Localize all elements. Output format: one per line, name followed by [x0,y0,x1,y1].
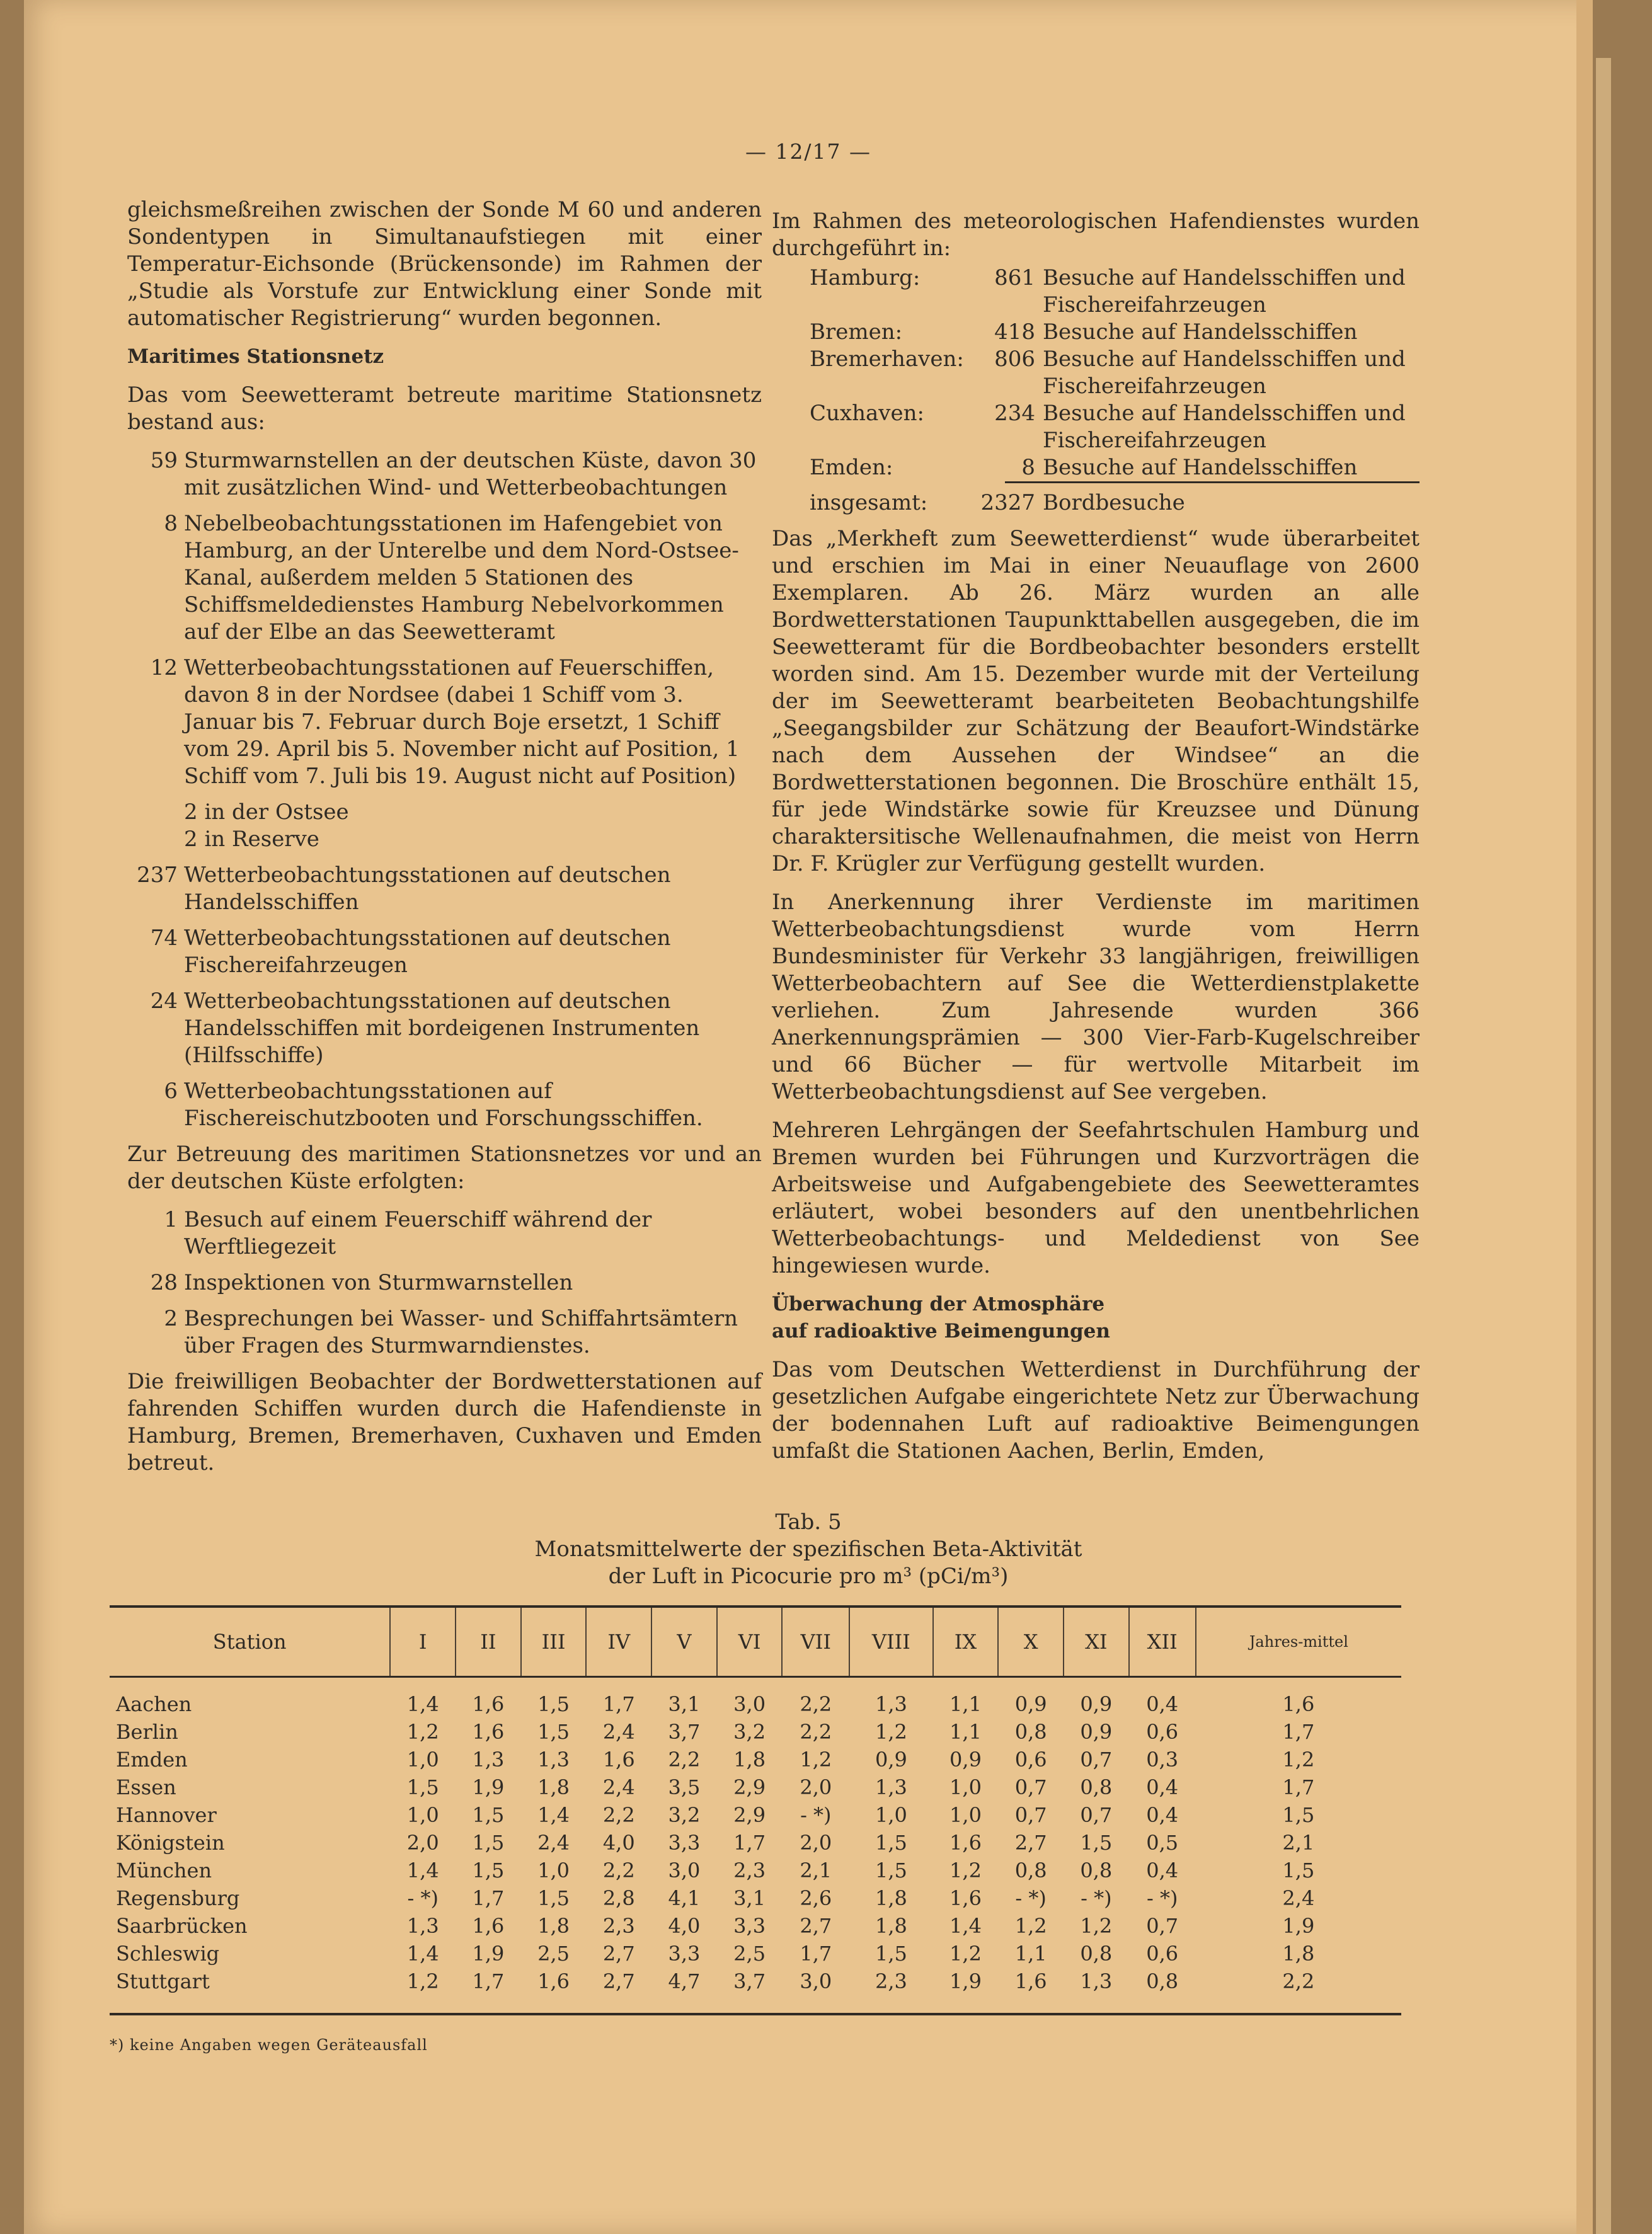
visit-count: 418 [994,319,1035,345]
value-cell: 1,7 [602,1692,635,1716]
value-cell: 1,5 [406,1775,439,1799]
list-item-text: Inspektionen von Sturmwarnstellen [184,1270,573,1295]
station-name-cell: Stuttgart [116,1969,210,1993]
value-cell: 1,5 [1282,1803,1315,1827]
intro-paragraph: gleichsmeßreihen zwischen der Sonde M 60 und anderen Sondentypen in Simultanaufstiegen mit einer Temperatur-Eichsonde (Brückensonde) im Rahmen der „Studie als Vorstufe zur Entwicklung einer Sonde mit automatischer Registrierung“ wurden begonnen. [127,197,762,331]
table-caption [24,1509,1593,1590]
value-cell: 1,8 [537,1775,570,1799]
list-item [127,862,762,916]
value-cell: 0,6 [1146,1720,1179,1744]
value-cell: 3,2 [733,1720,766,1744]
value-cell: 3,0 [733,1692,766,1716]
list-item-number: 12 [150,655,178,680]
visit-place: Bremerhaven: [810,347,964,372]
page-edge [1596,58,1611,2234]
value-cell: 0,3 [1146,1748,1179,1772]
station-list [127,862,762,1132]
value-cell: 1,5 [1080,1831,1113,1855]
value-cell: 3,3 [733,1914,766,1938]
paragraph: In Anerkennung ihrer Verdienste im maritimen Wetterbeobachtungsdienst wurde vom Herrn Bundesminister für Verkehr 33 langjährigen, freiwilligen Wetterbeobachtern auf See die Wetterdienstplakette verliehen. Zum Jahresende wurden 366 Anerkennungsprämien — 300 Vier-Farb-Kugelschreiber und 66 Bücher — für wertvolle Mitarbeit im Wetterbeobachtungsdienst auf See vergeben. [772,890,1420,1104]
list-item-number: 74 [150,925,178,951]
value-cell: 0,9 [1014,1692,1047,1716]
column-header: VI [717,1607,783,1677]
value-cell: 0,8 [1080,1859,1113,1882]
table-row [110,1677,1401,1719]
value-cell: 1,3 [472,1748,505,1772]
list-item-text: Wetterbeobachtungsstationen auf deutschen Handelsschiffen [184,862,671,915]
value-cell: 0,8 [1080,1942,1113,1966]
value-cell: 2,3 [733,1859,766,1882]
table-label: Tab. 5 [775,1509,842,1535]
visit-text: Besuche auf Handelsschiffen und Fischereifahrzeugen [1043,401,1406,453]
value-cell: 2,6 [800,1886,832,1910]
paragraph: Das vom Deutschen Wetterdienst in Durchführung der gesetzlichen Aufgabe eingerichtete Netz zur Überwachung der bodennahen Luft auf radioaktive Beimengungen umfaßt die Stationen Aachen, Berlin, Emden, [772,1357,1420,1464]
list-item-number: 59 [150,448,178,473]
value-cell: 1,2 [800,1748,832,1772]
value-cell: 2,7 [1014,1831,1047,1855]
column-header: IX [933,1607,999,1677]
list-item-number: 24 [150,988,178,1014]
inspection-list [127,1206,762,1360]
table-title: Monatsmittelwerte der spezifischen Beta-Aktivität [534,1537,1082,1562]
value-cell: 4,0 [602,1831,635,1855]
value-cell: 1,1 [1014,1942,1047,1966]
value-cell: 1,2 [1282,1748,1315,1772]
value-cell: 1,7 [472,1969,505,1993]
value-cell: 1,6 [472,1914,505,1938]
sum-rule [1005,481,1420,490]
table-row [110,1801,1401,1829]
value-cell: 2,3 [875,1969,907,1993]
value-cell: 1,5 [472,1803,505,1827]
list-item [127,925,762,979]
list-item-text: Wetterbeobachtungsstationen auf deutschen Handelsschiffen mit bordeigenen Instrumenten (Hilfsschiffe) [184,988,700,1068]
station-name-cell: Schleswig [116,1942,220,1966]
value-cell: 1,6 [537,1969,570,1993]
value-cell: 1,5 [472,1859,505,1882]
value-cell: 2,8 [602,1886,635,1910]
list-item [127,988,762,1069]
value-cell: 2,7 [602,1969,635,1993]
value-cell: 3,1 [733,1886,766,1910]
value-cell: 1,6 [602,1748,635,1772]
value-cell: 1,5 [537,1886,570,1910]
value-cell: 3,7 [668,1720,701,1744]
list-item [127,447,762,501]
column-header: VII [782,1607,849,1677]
value-cell: - *) [800,1803,832,1827]
value-cell: 0,6 [1146,1942,1179,1966]
value-cell: 0,7 [1080,1748,1113,1772]
visit-text: Besuche auf Handelsschiffen und Fischereifahrzeugen [1043,347,1406,399]
value-cell: 1,5 [1282,1859,1315,1882]
value-cell: 2,2 [668,1748,701,1772]
value-cell: 0,9 [1080,1720,1113,1744]
station-name-cell: Regensburg [116,1886,240,1910]
table-row [110,1884,1401,1912]
visit-count: 861 [994,265,1035,290]
value-cell: 1,8 [537,1914,570,1938]
list-item [127,1269,762,1297]
value-cell: 1,2 [406,1969,439,1993]
value-cell: 1,3 [1080,1969,1113,1993]
value-cell: 3,0 [800,1969,832,1993]
column-header: V [651,1607,717,1677]
column-header: XI [1064,1607,1129,1677]
list-item-text: Besprechungen bei Wasser- und Schiffahrtsämtern über Fragen des Sturmwarndienstes. [184,1306,738,1358]
value-cell: 1,8 [875,1886,907,1910]
value-cell: 0,9 [875,1748,907,1772]
harbor-visits-list [810,265,1420,517]
value-cell: 1,3 [875,1775,907,1799]
value-cell: 1,6 [1282,1692,1315,1716]
value-cell: 0,7 [1080,1803,1113,1827]
table-header-row [110,1607,1401,1677]
value-cell: 1,9 [1282,1914,1315,1938]
value-cell: 1,5 [537,1692,570,1716]
value-cell: 0,6 [1014,1748,1047,1772]
value-cell: 2,4 [602,1720,635,1744]
value-cell: 0,7 [1014,1803,1047,1827]
value-cell: 0,8 [1080,1775,1113,1799]
value-cell: 1,5 [875,1942,907,1966]
value-cell: 2,2 [602,1803,635,1827]
value-cell: 2,3 [602,1914,635,1938]
value-cell: 1,0 [949,1775,982,1799]
station-name-cell: Saarbrücken [116,1914,248,1938]
value-cell: 2,4 [537,1831,570,1855]
value-cell: 1,5 [875,1831,907,1855]
value-cell: - *) [1081,1886,1112,1910]
value-cell: 3,0 [668,1859,701,1882]
value-cell: 1,6 [949,1886,982,1910]
value-cell: 1,4 [406,1942,439,1966]
value-cell: 2,2 [800,1692,832,1716]
value-cell: 1,7 [800,1942,832,1966]
value-cell: 1,7 [1282,1720,1315,1744]
visit-count: 806 [994,347,1035,372]
column-header: I [390,1607,456,1677]
list-subitem: 2 in Reserve [184,827,319,852]
visit-count: 234 [994,401,1035,426]
visit-place: Hamburg: [810,265,921,290]
list-item-text: Sturmwarnstellen an der deutschen Küste, davon 30 mit zusätzlichen Wind- und Wetterbeobachtungen [184,448,757,500]
list-item [127,1078,762,1132]
value-cell: 1,6 [472,1692,505,1716]
value-cell: 1,0 [875,1803,907,1827]
visit-total-label: insgesamt: [810,490,928,515]
value-cell: 3,3 [668,1942,701,1966]
value-cell: 1,2 [406,1720,439,1744]
left-column [127,197,762,1488]
value-cell: 0,8 [1014,1859,1047,1882]
value-cell: 0,4 [1146,1775,1179,1799]
value-cell: 1,2 [1014,1914,1047,1938]
value-cell: 1,2 [949,1859,982,1882]
list-item-number: 2 [164,1306,178,1331]
table-row [110,1968,1401,1995]
value-cell: 2,2 [800,1720,832,1744]
visit-text: Besuche auf Handelsschiffen [1043,319,1358,345]
beta-activity-table [110,1605,1401,1995]
value-cell: 1,2 [949,1942,982,1966]
table-bottom-rule [110,2013,1401,2015]
value-cell: 1,4 [406,1692,439,1716]
column-header: XII [1129,1607,1196,1677]
value-cell: 1,8 [733,1748,766,1772]
value-cell: 0,4 [1146,1803,1179,1827]
value-cell: 0,9 [949,1748,982,1772]
table-row [110,1857,1401,1884]
table-subtitle: der Luft in Picocurie pro m³ (pCi/m³) [608,1564,1009,1589]
value-cell: 1,8 [1282,1942,1315,1966]
list-item-number: 6 [164,1079,178,1104]
visit-total-count: 2327 [980,490,1035,515]
value-cell: 2,1 [800,1859,832,1882]
table-footnote: *) keine Angaben wegen Geräteausfall [110,2036,428,2054]
station-name-cell: Aachen [116,1692,192,1716]
list-item-text: Wetterbeobachtungsstationen auf Feuerschiffen, davon 8 in der Nordsee (dabei 1 Schiff vom 3. Januar bis 7. Februar durch Boje ersetzt, 1 Schiff vom 29. April bis 5. November nicht auf Position, 1 Schiff vom 7. Juli bis 19. August nicht auf Position) [184,655,740,789]
table-row [110,1940,1401,1968]
value-cell: 3,1 [668,1692,701,1716]
list-item-text: Besuch auf einem Feuerschiff während der Werftliegezeit [184,1207,652,1259]
value-cell: 2,5 [733,1942,766,1966]
visit-text: Besuche auf Handelsschiffen und Fischereifahrzeugen [1043,265,1406,318]
value-cell: 2,0 [406,1831,439,1855]
column-header: Jahres-mittel [1196,1607,1401,1677]
list-subitem: 2 in der Ostsee [184,799,349,825]
value-cell: 4,0 [668,1914,701,1938]
value-cell: 0,5 [1146,1831,1179,1855]
table-body [110,1677,1401,1996]
value-cell: 3,5 [668,1775,701,1799]
table-row [110,1746,1401,1773]
value-cell: 1,4 [949,1914,982,1938]
right-column [772,208,1420,1476]
table-row [110,1773,1401,1801]
station-name-cell: Emden [116,1748,188,1772]
table-row [110,1912,1401,1940]
column-header: VIII [849,1607,932,1677]
visit-place: Cuxhaven: [810,401,924,426]
value-cell: 0,8 [1146,1969,1179,1993]
value-cell: 1,6 [949,1831,982,1855]
list-item-text: Wetterbeobachtungsstationen auf deutschen Fischereifahrzeugen [184,925,671,978]
value-cell: 1,3 [537,1748,570,1772]
station-name-cell: Essen [116,1775,176,1799]
value-cell: 2,9 [733,1775,766,1799]
station-name-cell: Königstein [116,1831,225,1855]
value-cell: 1,0 [406,1803,439,1827]
column-header: Station [110,1607,390,1677]
list-item [127,1305,762,1360]
value-cell: 1,6 [1014,1969,1047,1993]
value-cell: 2,0 [800,1775,832,1799]
value-cell: 2,2 [602,1859,635,1882]
list-item-number: 28 [150,1270,178,1295]
value-cell: 1,9 [472,1942,505,1966]
value-cell: 1,0 [949,1803,982,1827]
paragraph: Das vom Seewetteramt betreute maritime Stationsnetz bestand aus: [127,382,762,435]
section-heading: Maritimes Stationsnetz [127,345,384,368]
value-cell: 1,9 [949,1969,982,1993]
value-cell: 1,0 [537,1859,570,1882]
visit-count: 8 [1021,455,1035,480]
value-cell: 2,2 [1282,1969,1315,1993]
column-header: III [521,1607,587,1677]
value-cell: 3,3 [668,1831,701,1855]
visit-total-text: Bordbesuche [1043,490,1185,515]
value-cell: 0,9 [1080,1692,1113,1716]
station-name-cell: Berlin [116,1720,178,1744]
table-row [110,1829,1401,1857]
list-item [127,1206,762,1261]
paragraph: Im Rahmen des meteorologischen Hafendienstes wurden durchgeführt in: [772,209,1420,261]
value-cell: 0,7 [1014,1775,1047,1799]
value-cell: 1,7 [733,1831,766,1855]
list-item [127,655,762,790]
value-cell: 4,7 [668,1969,701,1993]
value-cell: 2,5 [537,1942,570,1966]
value-cell: 1,5 [875,1859,907,1882]
page-number: — 12/17 — [745,139,872,164]
station-name-cell: Hannover [116,1803,217,1827]
visit-text: Besuche auf Handelsschiffen [1043,455,1358,480]
list-item-number: 237 [137,862,178,888]
value-cell: 0,7 [1146,1914,1179,1938]
section-heading: Überwachung der Atmosphäre [772,1293,1105,1315]
column-header: X [998,1607,1064,1677]
value-cell: 1,2 [1080,1914,1113,1938]
value-cell: 1,7 [1282,1775,1315,1799]
list-item [127,510,762,646]
list-item-number: 1 [164,1207,178,1232]
value-cell: 1,9 [472,1775,505,1799]
visit-place: Bremen: [810,319,903,345]
value-cell: 2,4 [602,1775,635,1799]
paragraph: Die freiwilligen Beobachter der Bordwetterstationen auf fahrenden Schiffen wurden durch die Hafendienste in Hamburg, Bremen, Bremerhaven, Cuxhaven und Emden betreut. [127,1369,762,1475]
value-cell: 1,5 [537,1720,570,1744]
value-cell: 1,5 [472,1831,505,1855]
station-name-cell: München [116,1859,212,1882]
value-cell: - *) [1146,1886,1178,1910]
value-cell: - *) [407,1886,439,1910]
value-cell: - *) [1015,1886,1047,1910]
value-cell: 1,1 [949,1720,982,1744]
column-header: II [456,1607,521,1677]
value-cell: 4,1 [668,1886,701,1910]
value-cell: 1,4 [406,1859,439,1882]
list-item-number: 8 [164,511,178,536]
visit-place: Emden: [810,455,893,480]
list-item-text: Nebelbeobachtungsstationen im Hafengebiet von Hamburg, an der Unterelbe und dem Nord-Ostsee-Kanal, außerdem melden 5 Stationen des Schiffsmeldedienstes Hamburg Nebelvorkommen auf der Elbe an das Seewetteramt [184,511,739,644]
value-cell: 2,1 [1282,1831,1315,1855]
paragraph: Mehreren Lehrgängen der Seefahrtschulen Hamburg und Bremen wurden bei Führungen und Kurzvorträgen die Arbeitsweise und Aufgabengebiete des Seewetteramtes erläutert, wobei besonders auf den unentbehrlichen Wetterbeobachtungs- und Meldedienst von See hingewiesen wurde. [772,1118,1420,1278]
value-cell: 2,4 [1282,1886,1315,1910]
document-page [24,0,1593,2234]
value-cell: 3,7 [733,1969,766,1993]
list-item-text: Wetterbeobachtungsstationen auf Fischereischutzbooten und Forschungsschiffen. [184,1079,703,1131]
value-cell: 2,0 [800,1831,832,1855]
paragraph: Das „Merkheft zum Seewetterdienst“ wude überarbeitet und erschien im Mai in einer Neuauflage von 2600 Exemplaren. Ab 26. März wurden an alle Bordwetterstationen Taupunkttabellen ausgegeben, die im Seewetteramt für die Bordbeobachter besonders erstellt worden sind. Am 15. Dezember wurde mit der Verteilung der im Seewetteramt bearbeiteten Beobachtungshilfe „Seegangsbilder zur Schätzung der Beaufort-Windstärke nach dem Aussehen der Windsee“ an die Bordwetterstationen begonnen. Die Broschüre enthält 15, für jede Windstärke sowie für Kreuzsee und Dünung charaktersitische Wellenaufnahmen, die meist von Herrn Dr. F. Krügler zur Verfügung gestellt wurden. [772,526,1420,876]
value-cell: 1,8 [875,1914,907,1938]
value-cell: 2,7 [602,1942,635,1966]
section-heading: auf radioaktive Beimengungen [772,1320,1110,1343]
value-cell: 1,1 [949,1692,982,1716]
table-row [110,1718,1401,1746]
value-cell: 0,4 [1146,1859,1179,1882]
value-cell: 2,9 [733,1803,766,1827]
value-cell: 1,2 [875,1720,907,1744]
station-list [127,447,762,790]
value-cell: 3,2 [668,1803,701,1827]
value-cell: 1,3 [875,1692,907,1716]
value-cell: 2,7 [800,1914,832,1938]
value-cell: 1,7 [472,1886,505,1910]
column-header: IV [586,1607,651,1677]
value-cell: 1,4 [537,1803,570,1827]
value-cell: 0,8 [1014,1720,1047,1744]
value-cell: 0,4 [1146,1692,1179,1716]
value-cell: 1,0 [406,1748,439,1772]
value-cell: 1,3 [406,1914,439,1938]
paragraph: Zur Betreuung des maritimen Stationsnetzes vor und an der deutschen Küste erfolgten: [127,1142,762,1194]
value-cell: 1,6 [472,1720,505,1744]
